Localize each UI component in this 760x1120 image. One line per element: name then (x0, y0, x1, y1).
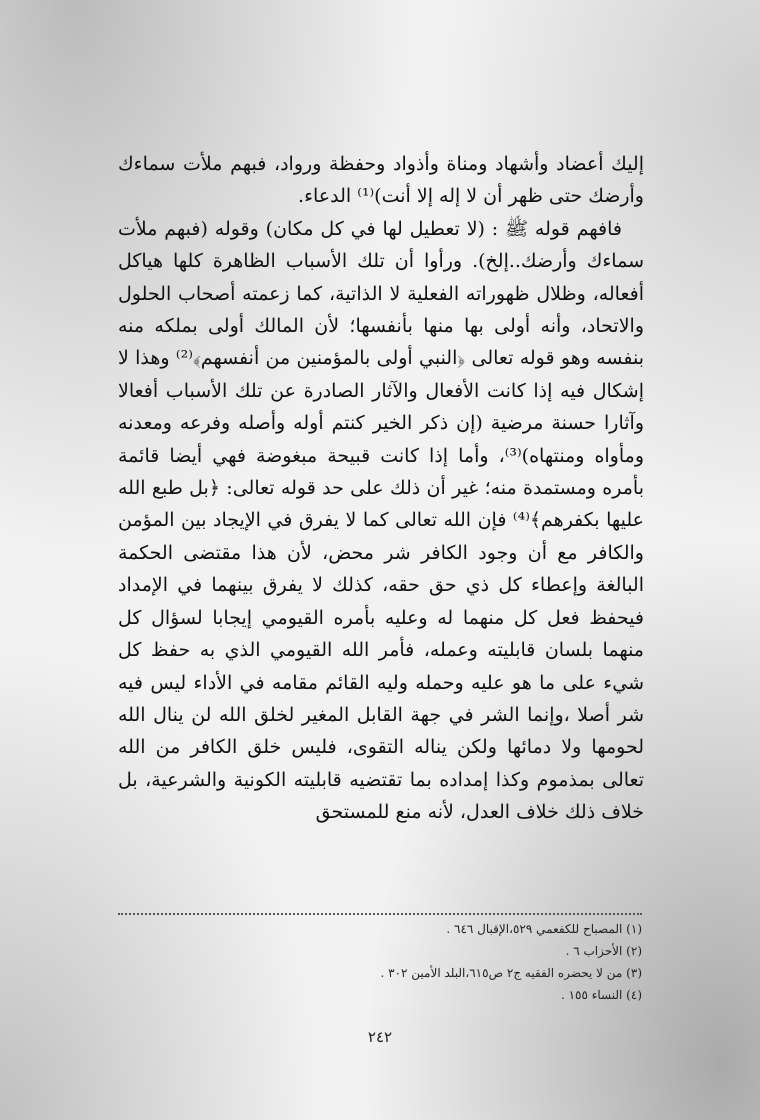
footnote-separator (118, 913, 642, 915)
page-number: ٢٤٢ (367, 1028, 393, 1046)
paragraph-2: فافهم قوله ﷺ : (لا تعطيل لها في كل مكان) وقوله (فبهم ملأت سماءك وأرضك..إلخ). ورأوا أن تلك الأسباب الظاهرة كلها هياكل أفعاله، وظلال ظهوراته الفعلية لا الذاتية، كما زعمته أصحاب الحلول والاتحاد، وأنه أولى بها منها بأنفسها؛ لأن المالك أولى بملكه منه بنفسه وهو قوله تعالى ﴿النبي أولى بالمؤمنين من أنفسهم﴾⁽²⁾ وهذا لا إشكال فيه إذا كانت الأفعال والآثار الصادرة عن تلك الأسباب أفعالا وآثارا حسنة مرضية (إن ذكر الخير كنتم أوله وأصله وفرعه ومعدنه ومأواه ومنتهاه)⁽³⁾، وأما إذا كانت قبيحة مبغوضة فهي أيضا قائمة بأمره ومستمدة منه؛ غير أن ذلك على حد قوله تعالى: ﴿بل طبع الله عليها بكفرهم﴾⁽⁴⁾ فإن الله تعالى كما لا يفرق في الإيجاد بين المؤمن والكافر مع أن وجود الكافر شر محض، لأن هذا مقتضى الحكمة البالغة وإعطاء كل ذي حق حقه، كذلك لا يفرق بينهما في الإمداد فيحفظ فعل كل منهما له وعليه بأمره القيومي إيجابا لسؤال كل منهما بلسان قابليته وعمله، فأمر الله القيومي الذي به حفظ كل شيء على ما هو عليه وحمله وليه القائم مقامه في الأداء ليس فيه شر أصلا ،وإنما الشر في جهة القابل المغير لخلق الله لن ينال الله لحومها ولا دمائها ولكن يناله التقوى، فليس خلق الكافر من الله تعالى بمذموم وكذا إمداده بما تقتضيه قابليته الكونية والشرعية، بل خلاف ذلك خلاف العدل، لأنه منع للمستحق (118, 217, 644, 824)
footnote-4: (٤) النساء ١٥٥ . (560, 988, 642, 1002)
paragraph-1: إليك أعضاد وأشهاد ومناة وأذواد وحفظة ورواد، فبهم ملأت سماءك وأرضك حتى ظهر أن لا إله إلا أنت)⁽¹⁾ الدعاء. (118, 153, 644, 208)
main-text (118, 148, 644, 829)
footnotes (118, 918, 642, 1006)
footnote-3: (٣) من لا يحضره الفقيه ج٢ ص٦١٥،البلد الأمين ٣٠٢ . (380, 966, 642, 980)
footnote-2: (٢) الأحزاب ٦ . (565, 944, 642, 958)
footnote-1: (١) المصباح للكفعمي ٥٢٩،الإقبال ٦٤٦ . (446, 922, 642, 936)
